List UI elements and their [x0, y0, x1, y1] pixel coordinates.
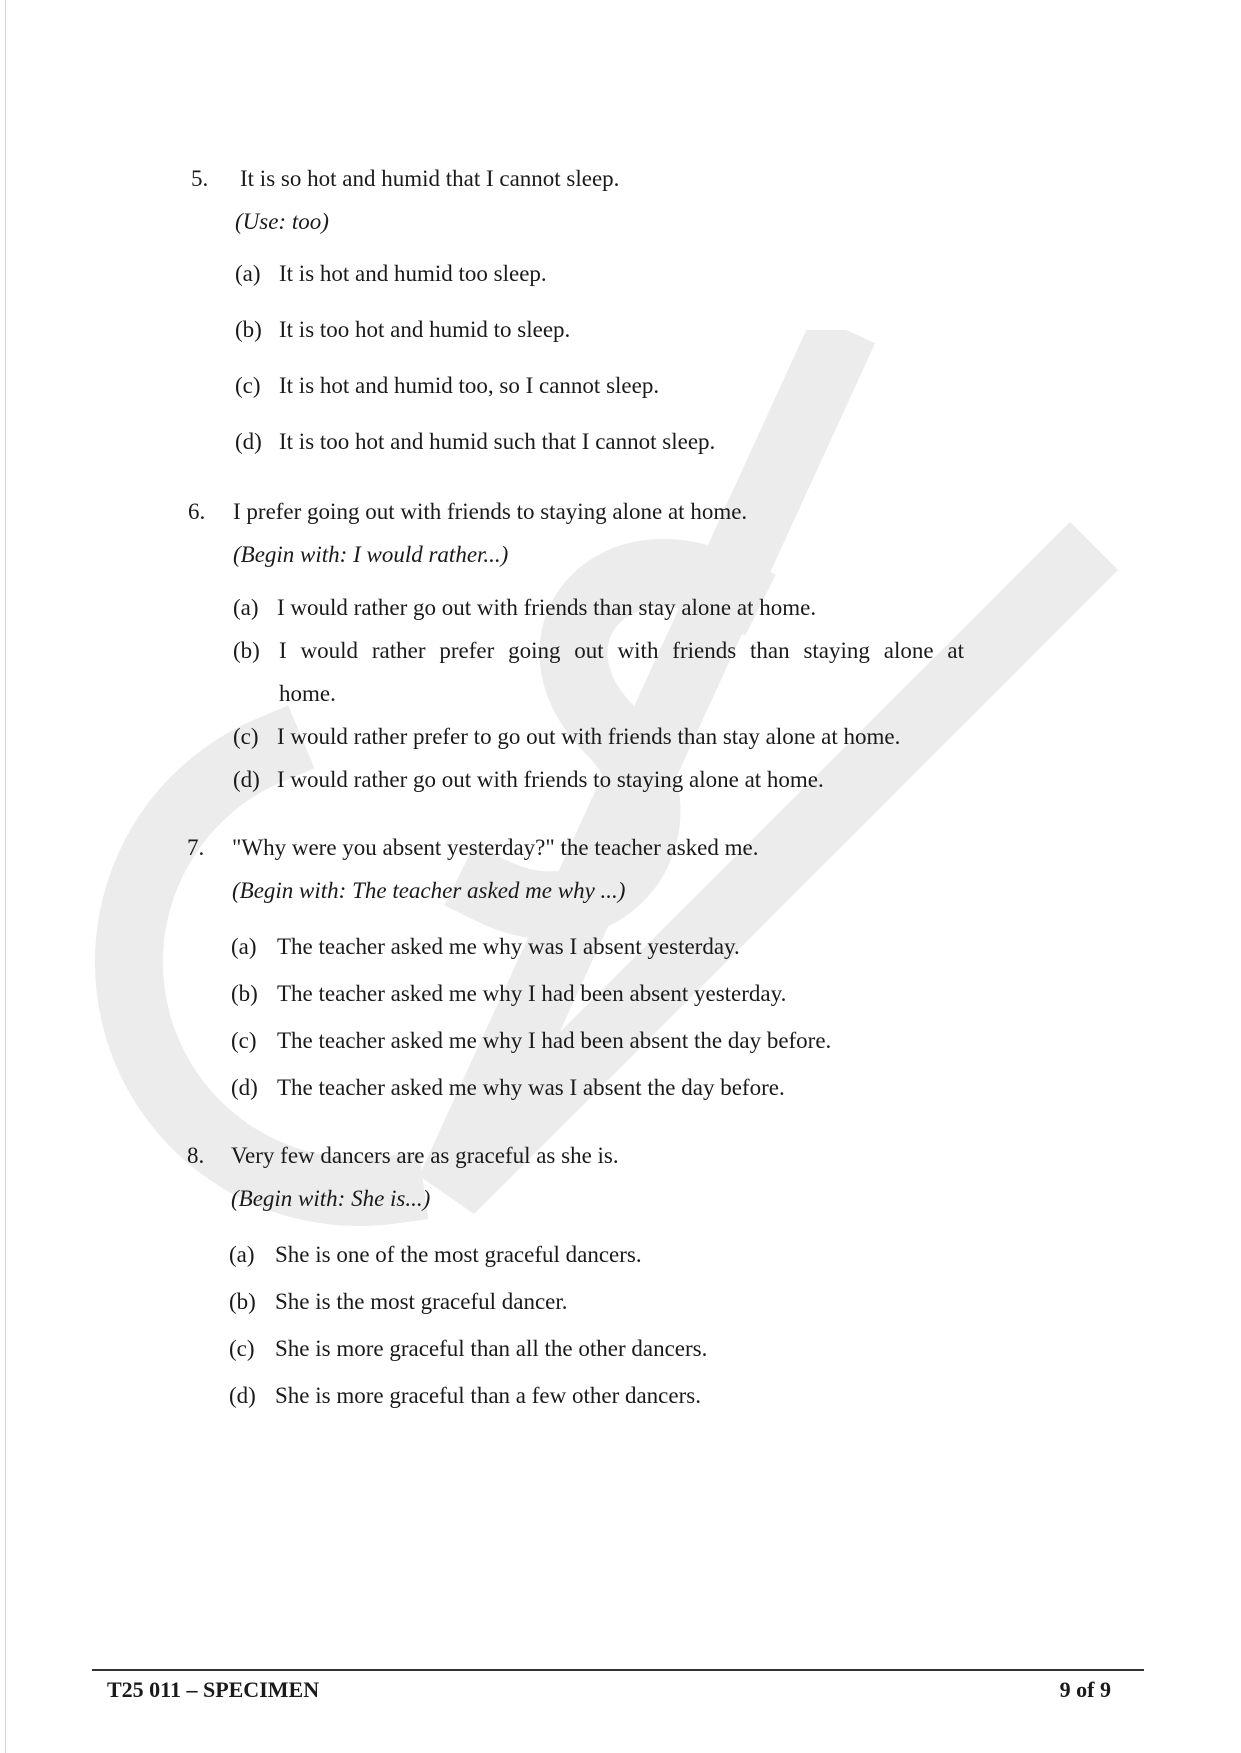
option-text: It is hot and humid too, so I cannot sleep.: [279, 373, 660, 398]
question-text: "Why were you absent yesterday?" the teacher asked me.: [232, 835, 759, 860]
option-text: She is more graceful than all the other dancers.: [275, 1336, 708, 1361]
option-text: The teacher asked me why I had been absent the day before.: [277, 1028, 832, 1053]
option-label: (a): [235, 261, 261, 286]
option-label: (d): [231, 1075, 258, 1100]
option-text: I would rather go out with friends than stay alone at home.: [277, 595, 817, 620]
option-label: (d): [229, 1383, 256, 1408]
question-hint: (Begin with: I would rather...): [233, 542, 509, 567]
option-label: (d): [235, 429, 262, 454]
option-text: I would rather prefer going out with friends than staying alone at: [279, 638, 964, 663]
option-text: The teacher asked me why was I absent yesterday.: [277, 934, 740, 959]
footer-rule: [92, 1669, 1144, 1671]
option-label: (b): [231, 981, 258, 1006]
option-label: (c): [235, 373, 261, 398]
option-text: She is one of the most graceful dancers.: [275, 1242, 642, 1267]
option-text-continuation: home.: [279, 681, 336, 706]
question-number: 7.: [187, 835, 205, 860]
option-text: The teacher asked me why was I absent the day before.: [277, 1075, 785, 1100]
question-number: 8.: [187, 1143, 205, 1168]
question-text: Very few dancers are as graceful as she is.: [231, 1143, 619, 1168]
option-label: (b): [233, 638, 260, 663]
question-text: It is so hot and humid that I cannot sleep.: [240, 166, 620, 191]
footer-page-number: 9 of 9: [1059, 1677, 1111, 1702]
option-text: The teacher asked me why I had been absent yesterday.: [277, 981, 787, 1006]
option-text: She is more graceful than a few other dancers.: [275, 1383, 701, 1408]
option-label: (b): [235, 317, 262, 342]
question-hint: (Begin with: She is...): [231, 1186, 431, 1211]
option-label: (a): [233, 595, 259, 620]
option-text: It is too hot and humid to sleep.: [279, 317, 571, 342]
option-label: (a): [231, 934, 257, 959]
question-hint: (Use: too): [235, 209, 329, 234]
option-text: It is too hot and humid such that I cannot sleep.: [279, 429, 716, 454]
option-text: I would rather prefer to go out with friends than stay alone at home.: [277, 724, 901, 749]
option-label: (c): [231, 1028, 257, 1053]
option-label: (d): [233, 767, 260, 792]
question-number: 6.: [188, 499, 206, 524]
option-label: (c): [229, 1336, 255, 1361]
option-text: It is hot and humid too sleep.: [279, 261, 547, 286]
option-label: (a): [229, 1242, 255, 1267]
question-hint: (Begin with: The teacher asked me why ...): [232, 878, 626, 903]
option-label: (c): [233, 724, 259, 749]
option-label: (b): [229, 1289, 256, 1314]
question-number: 5.: [191, 166, 209, 191]
option-text: I would rather go out with friends to staying alone at home.: [277, 767, 824, 792]
question-text: I prefer going out with friends to staying alone at home.: [233, 499, 748, 524]
option-text: She is the most graceful dancer.: [275, 1289, 568, 1314]
footer-paper-code: T25 011 – SPECIMEN: [107, 1677, 320, 1702]
